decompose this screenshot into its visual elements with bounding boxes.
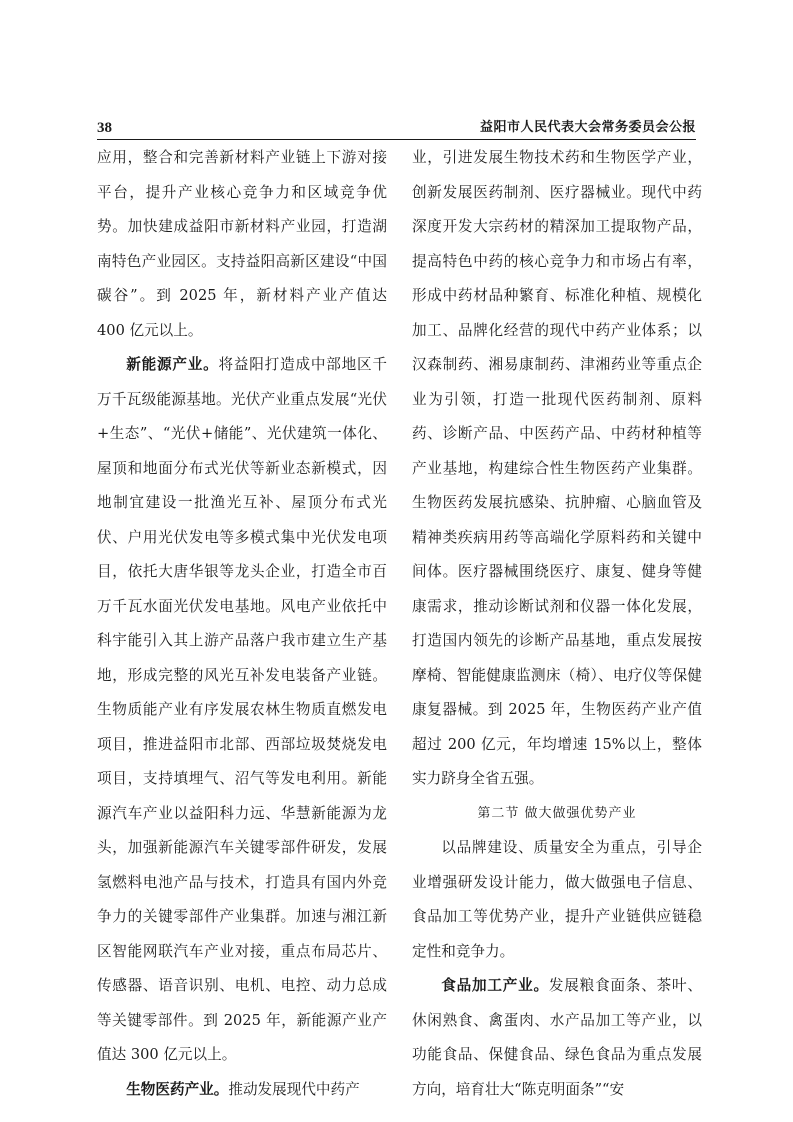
paragraph-lead-biomedicine: 生物医药产业。 — [126, 1080, 229, 1098]
paragraph-body-biomedicine: 推动发展现代中药产 — [228, 1080, 360, 1098]
journal-title: 益阳市人民代表大会常务委员会公报 — [479, 120, 696, 135]
right-column — [412, 141, 702, 1107]
paragraph-biomedicine-continued: 业，引进发展生物技术药和生物医学产业，创新发展医药制剂、医疗器械业。现代中药深度开发大宗药材的精深加工提取物产品，提高特色中药的核心竞争力和市场占有率，形成中药材品种繁育、标准化种植、规模化加工、品牌化经营的现代中药产业体系；以汉森制药、湘易康制药、津湘药业等重点企业为引领，打造一批现代医药制剂、原料药、诊断产品、中医药产品、中药材种植等产业基地，构建综合性生物医药产业集群。生物医药发展抗感染、抗肿瘤、心脑血管及精神类疾病用药等高端化学原料药和关键中间体。医疗器械围绕医疗、康复、健身等健康需求，推动诊断试剂和仪器一体化发展，打造国内领先的诊断产品基地，重点发展按摩椅、智能健康监测床（椅）、电疗仪等保健康复器械。到 2025 年，生物医药产业产值超过 200 亿元，年均增速 15%以上，整体实力跻身全省五强。 — [412, 149, 702, 787]
page-number: 38 — [97, 120, 112, 136]
paragraph-food-processing — [412, 969, 702, 1107]
paragraph-new-energy — [97, 348, 387, 1073]
page-header — [97, 119, 696, 140]
left-column — [97, 141, 387, 1107]
paragraph-advantage-industries: 以品牌建设、质量安全为重点，引导企业增强研发设计能力，做大做强电子信息、食品加工等优势产业，提升产业链供应链稳定性和竞争力。 — [412, 839, 702, 960]
paragraph-new-materials-continued: 应用，整合和完善新材料产业链上下游对接平台，提升产业核心竞争力和区域竞争优势。加快建成益阳市新材料产业园，打造湖南特色产业园区。支持益阳高新区建设“中国碳谷”。到 2025 年，新材料产业产值达 400 亿元以上。 — [97, 149, 387, 339]
paragraph-lead-food-processing: 食品加工产业。 — [441, 977, 549, 994]
paragraph-lead-new-energy: 新能源产业。 — [126, 356, 219, 373]
paragraph-biomedicine — [97, 1073, 387, 1108]
paragraph-body-food-processing: 发展粮食面条、茶叶、休闲熟食、禽蛋肉、水产品加工等产业，以功能食品、保健食品、绿色食品为重点发展方向，培育壮大“陈克明面条”“安 — [412, 977, 702, 1098]
paragraph-body-new-energy: 将益阳打造成中部地区千万千瓦级能源基地。光伏产业重点发展“光伏+生态”、“光伏+储能”、光伏建筑一体化、屋顶和地面分布式光伏等新业态新模式，因地制宜建设一批渔光互补、屋顶分布式光伏、户用光伏发电等多模式集中光伏发电项目，依托大唐华银等龙头企业，打造全市百万千瓦水面光伏发电基地。风电产业依托中科宇能引入其上游产品落户我市建立生产基地，形成完整的风光互补发电装备产业链。生物质能产业有序发展农林生物质直燃发电项目，推进益阳市北部、西部垃圾焚烧发电项目，支持填埋气、沼气等发电利用。新能源汽车产业以益阳科力远、华慧新能源为龙头，加强新能源汽车关键零部件研发，发展氢燃料电池产品与技术，打造具有国内外竞争力的关键零部件产业集群。加速与湘江新区智能网联汽车产业对接，重点布局芯片、传感器、语音识别、电机、电控、动力总成等关键零部件。到 2025 年，新能源产业产值达 300 亿元以上。 — [97, 356, 387, 1063]
section-heading: 第二节 做大做强优势产业 — [477, 805, 637, 821]
